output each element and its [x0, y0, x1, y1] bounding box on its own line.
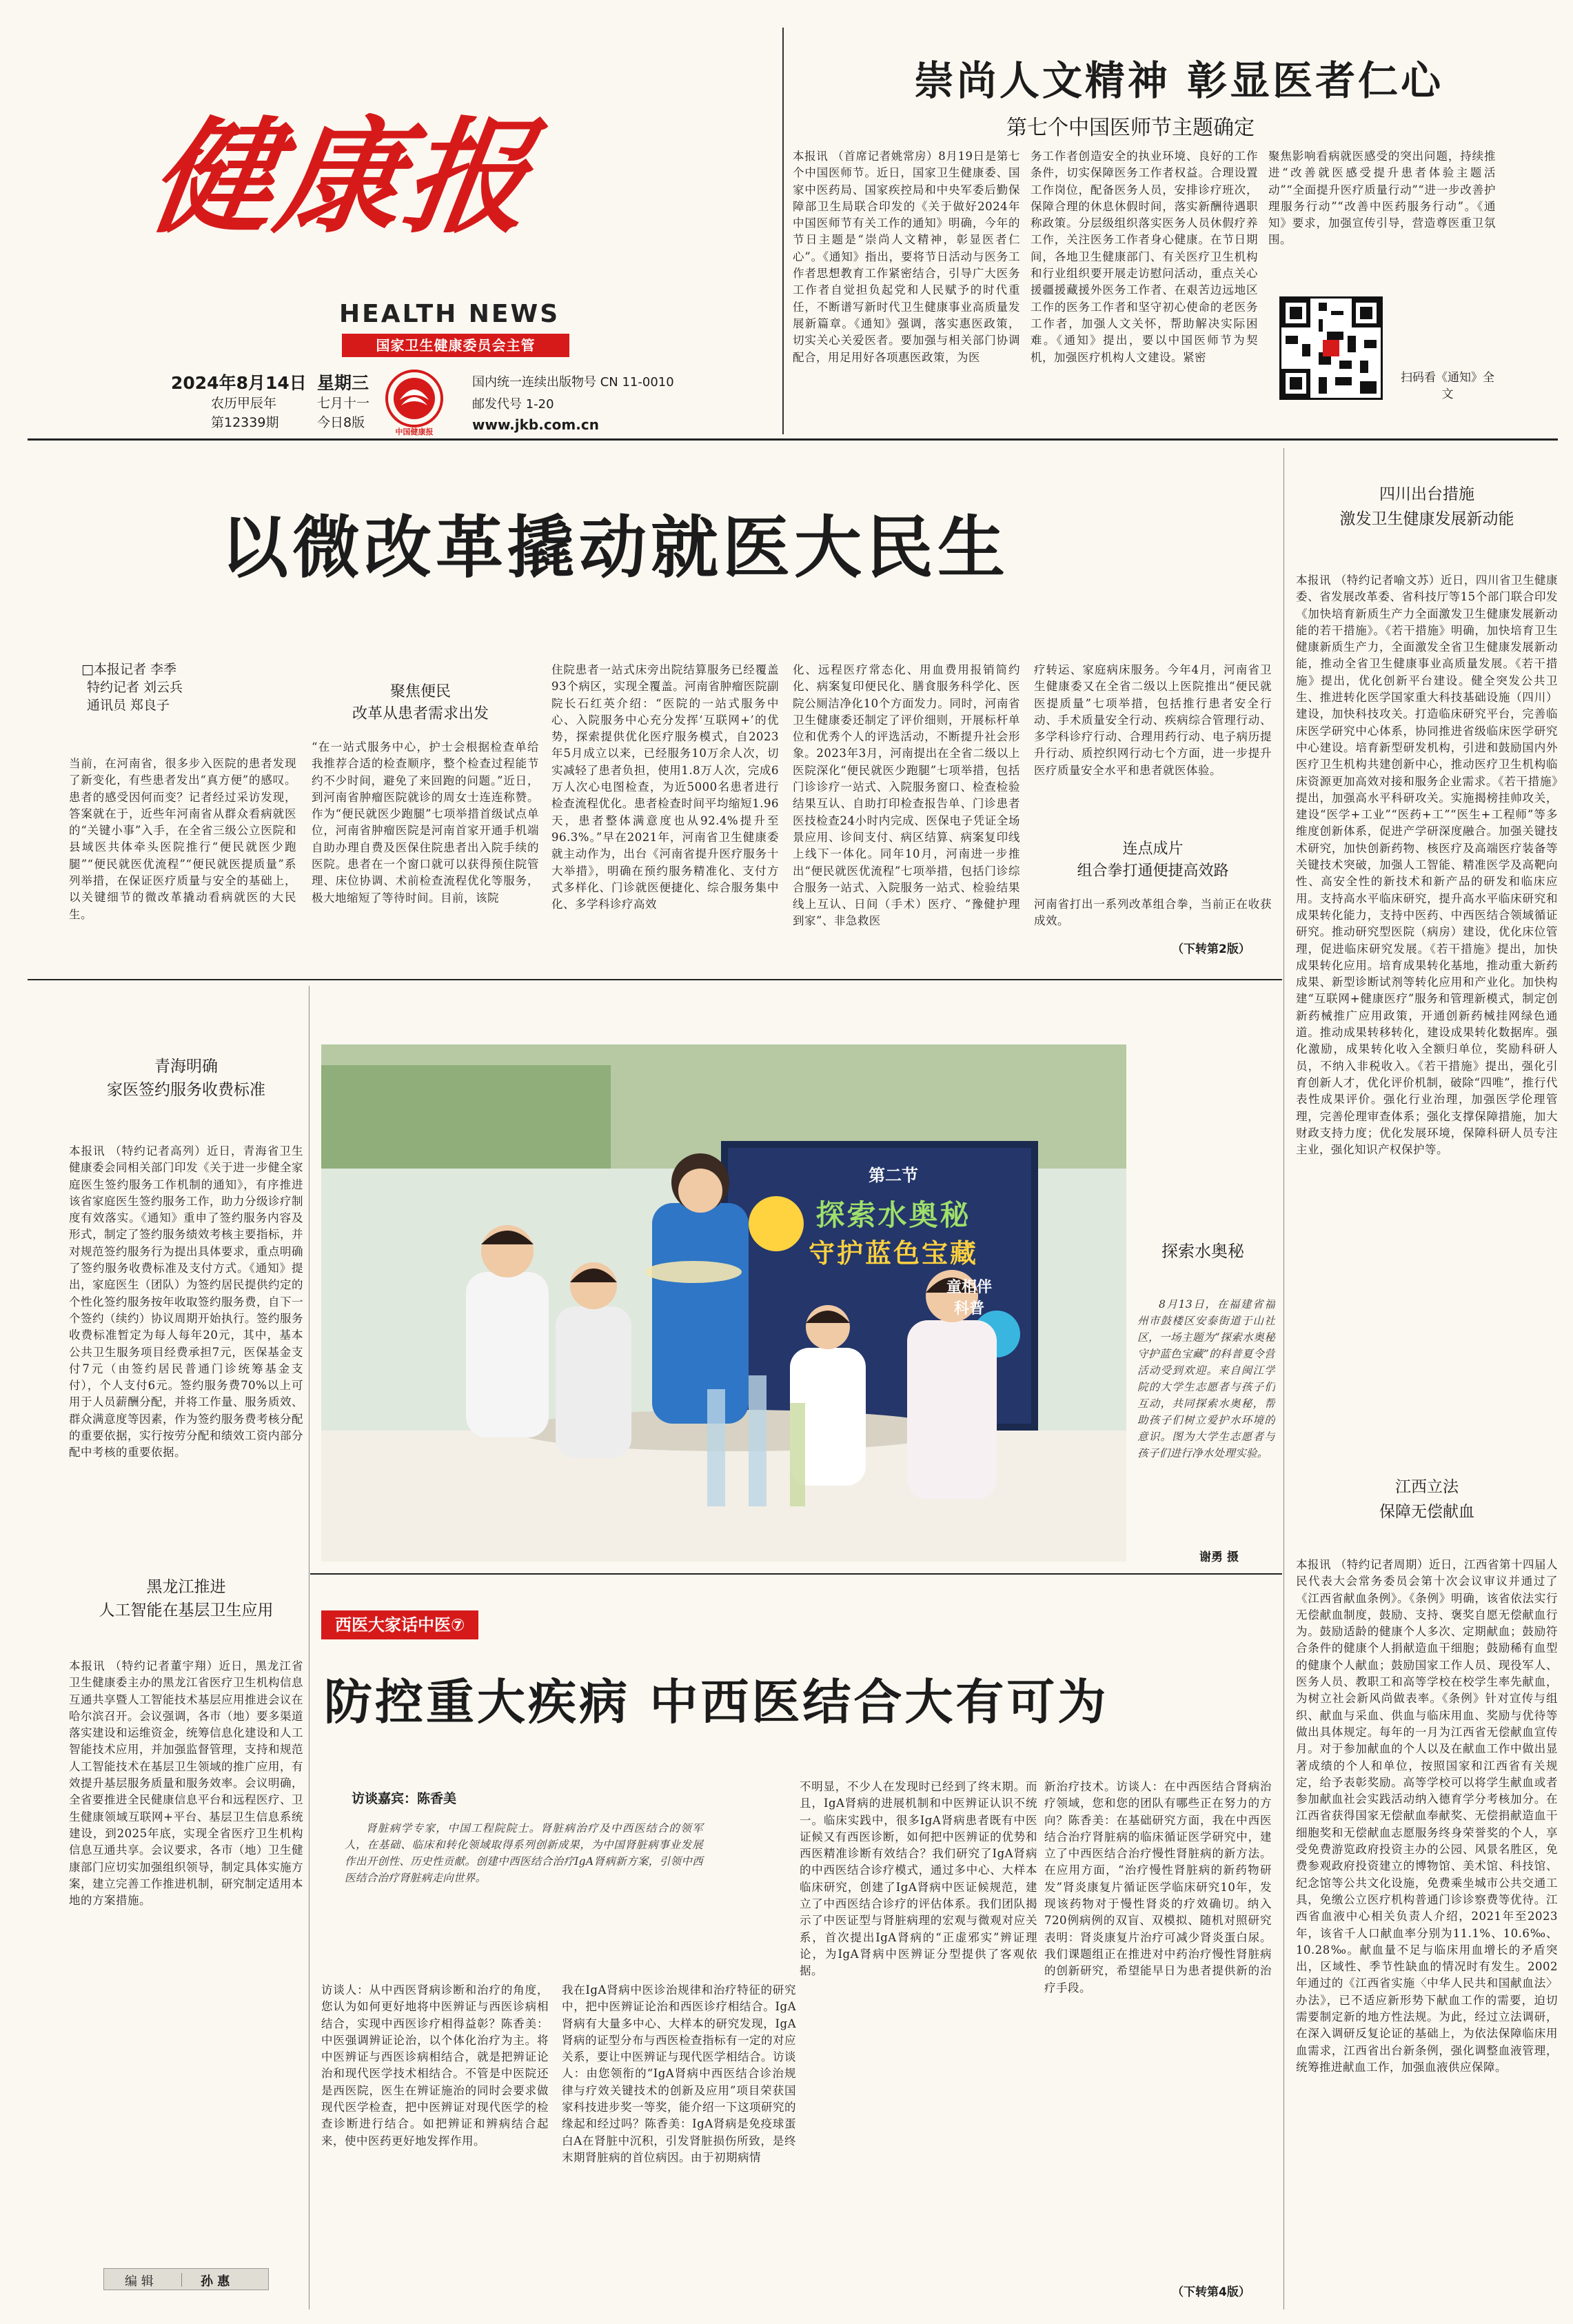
board-line-2: 探索水奥秘 — [815, 1198, 971, 1232]
qr-caption: 扫码看《通知》全文 — [1401, 371, 1494, 401]
lead-subtitle: 第七个中国医师节主题确定 — [1006, 116, 1255, 140]
main-reporter-2: 特约记者 刘云兵 — [87, 680, 183, 695]
tcm-continued[interactable]: （下转第4版） — [1172, 2285, 1250, 2299]
main-subhead-2b: 组合拳打通便捷高效路 — [1077, 862, 1229, 880]
qr-code[interactable] — [1279, 296, 1383, 400]
masthead-title: 健康报 — [141, 105, 542, 250]
masthead-weekday: 星期三 — [317, 373, 369, 393]
lead-title: 崇尚人文精神 彰显医者仁心 — [913, 57, 1444, 104]
main-col-5-end: 河南省打出一系列改革组合拳，当前正在收获成效。 — [1034, 898, 1272, 928]
sichuan-title-2: 激发卫生健康发展新动能 — [1339, 510, 1514, 528]
masthead-post-code: 邮发代号 1-20 — [472, 397, 554, 412]
tcm-headline: 防控重大疾病 中西医结合大有可为 — [324, 1674, 1109, 1730]
jiangxi-article — [1296, 1475, 1558, 2303]
board-line-5: 科普 — [953, 1300, 984, 1317]
lead-col-1: 本报讯 （首席记者姚常房）8月19日是第七个中国医师节。近日，国家卫生健康委、国家中医药局、国家疾控局和中央军委后勤保障部卫生局联合印发的《关于做好2024年中国医师节有关工作的通知》明确，今年的节日主题是“崇尚人文精神，彰显医者仁心”。《通知》指出，要将节日活动与医务工作者思想教育工作紧密结合，引导广大医务工作者自觉担负起党和人民赋予的时代重任，不断谱写新时代卫生健康事业高质量发展新篇章。《通知》强调，落实惠医政策，切实关心关爱医者。要加强与相关部门协调配合，用足用好各项惠医政策，为医 — [793, 150, 1020, 364]
heilongjiang-article — [69, 1575, 303, 2306]
main-reporter-1: □本报记者 李季 — [81, 662, 176, 677]
editor-label: 编 辑 — [125, 2274, 154, 2289]
qinghai-title-1: 青海明确 — [154, 1058, 218, 1075]
main-col-3: 住院患者一站式床旁出院结算服务已经覆盖93个病区，实现全覆盖。河南省肿瘤医院副院长石红英介绍：“医院的一站式服务中心、入院服务中心充分发挥‘互联网+’的优势，探索提供优化医疗服务模式，自2023年5月成立以来，已经服务10万余人次，切实减轻了患者负担，使用1.8万人次，完成6万人次心电图检查，为近5000名患者进行检查流程优化。患者检查时间平均缩短1.96天，患者整体满意度也从92.4%提升至96.3%。”早在2021年，河南省卫生健康委就主动作为，出台《河南省提升医疗服务十大举措》，明确在预约服务精准化、支付方式多样化、门诊就医便捷化、综合服务集中化、多学科诊疗高效 — [551, 663, 779, 911]
qinghai-article — [69, 1055, 303, 1551]
tcm-col-3: 不明显，不少人在发现时已经到了终末期。而且，IgA肾病的进展机制和中医辨证认识不统一。临床实践中，很多IgA肾病患者既有中医证候又有西医诊断，如何把中医辨证的优势和西医精准诊断有效结合？我们研究了IgA肾病的中西医结合诊疗模式，通过多中心、大样本临床研究，创建了IgA肾病中医证候规范，建立了中西医结合诊疗的评估体系。我们团队揭示了中医证型与肾脏病理的宏观与微观对应关系，首次提出IgA肾病的“正虚邪实”辨证理论，为IgA肾病中医辨证分型提供了客观依据。 — [800, 1780, 1037, 1978]
masthead-cn-number: 国内统一连续出版物号 CN 11-0010 — [472, 375, 674, 390]
newspaper-logo — [379, 365, 449, 436]
masthead-url[interactable]: www.jkb.com.cn — [472, 416, 599, 433]
lead-story — [793, 21, 1558, 434]
main-headline: 以微改革撬动就医大民生 — [221, 509, 1010, 587]
heilongjiang-title-2: 人工智能在基层卫生应用 — [99, 1601, 274, 1619]
photo-caption: 8月13日，在福建省福州市鼓楼区安泰街道于山社区，一场主题为“探索水奥秘 守护蓝色宝藏”的科普夏令营活动受到欢迎。来自闽江学院的大学生志愿者与孩子们互动，共同探索水奥秘，帮助孩子们树立爱护水环境的意识。图为大学生志愿者与孩子们进行净水处理实验。 — [1137, 1298, 1275, 1459]
masthead-english: HEALTH NEWS — [339, 300, 560, 328]
main-col-2: “在一站式服务中心，护士会根据检查单给我推荐合适的检查顺序，整个检查过程能节约不少时间，避免了来回跑的问题。”近日，到河南省肿瘤医院就诊的周女士连连称赞。作为“便民就医少跑腿”七项举措首级试点单位，河南省肿瘤医院是河南首家开通手机端自助办理自费及医保住院患者出入院手续的医院。患者在一个窗口就可以获得预住院管理、床位协调、术前检查流程优化等服务，极大地缩短了等待时间。目前，该院 — [312, 740, 539, 905]
masthead-date: 2024年8月14日 — [171, 373, 307, 393]
editor-name: 孙 惠 — [201, 2274, 230, 2289]
photo-credit: 谢勇 摄 — [1199, 1550, 1239, 1564]
main-subhead-2a: 连点成片 — [1122, 840, 1184, 858]
jiangxi-title-1: 江西立法 — [1395, 1478, 1459, 1496]
tcm-series-tag: 西医大家话中医⑦ — [321, 1610, 478, 1639]
main-continued[interactable]: （下转第2版） — [1172, 942, 1250, 956]
tcm-guest: 访谈嘉宾：陈香美 — [352, 1791, 457, 1806]
masthead-pages: 今日8版 — [317, 415, 365, 430]
heilongjiang-title-1: 黑龙江推进 — [146, 1578, 226, 1596]
masthead-issue: 第12339期 — [211, 415, 279, 430]
heilongjiang-body: 本报讯 （特约记者董宇翔）近日，黑龙江省卫生健康委主办的黑龙江省医疗卫生机构信息互通共享暨人工智能技术基层应用推进会议在哈尔滨召开。会议强调，各市（地）要多渠道落实建设和运维资金，统筹信息化建设和人工智能技术应用，并加强监督管理，支持和规范人工智能技术在基层卫生领域的推广应用，有效提升基层服务质量和服务效率。会议明确，全省要推进全民健康信息平台和远程医疗、卫生健康领域互联网+平台、基层卫生信息系统建设，到2025年底，实现全省医疗卫生机构信息互通共享。会议要求，各市（地）卫生健康部门应切实加强组织领导，制定具体实施方案，建立完善工作推进机制，研究制定适用本地的方案措施。 — [69, 1659, 303, 1908]
qinghai-title-2: 家医签约服务收费标准 — [107, 1081, 265, 1099]
board-line-3: 守护蓝色宝藏 — [808, 1238, 978, 1269]
board-line-4: 童相伴 — [946, 1279, 992, 1296]
lead-col-3: 聚焦影响看病就医感受的突出问题，持续推进“改善就医感受提升患者体验主题活动”“全面提升医疗质量行动”“进一步改善护理服务行动”“改善中医药服务行动”。《通知》要求，加强宣传引导，营造尊医重卫氛围。 — [1268, 150, 1496, 247]
tcm-col-2: 我在IgA肾病中医诊治规律和治疗特征的研究中，把中医辨证论治和西医诊疗相结合。IgA肾病有大量多中心、大样本的研究发现，IgA肾病的证型分布与西医检查指标有一定的对应关系，要让中医辨证与现代医学相结合。访谈人：由您领衔的“IgA肾病中西医结合诊治规律与疗效关键技术的创新及应用”项目荣获国家科技进步奖一等奖，能介绍一下这项研究的缘起和经过吗？陈香美：IgA肾病是免疫球蛋白A在肾脏中沉积，引发肾脏损伤所致，是终末期肾脏病的首位病因。由于初期病情 — [562, 1983, 796, 2164]
tcm-col-4: 新治疗技术。访谈人：在中西医结合肾病治疗领域，您和您的团队有哪些正在努力的方向？陈香美：在基础研究方面，我在中西医结合治疗肾脏病的临床循证医学研究中，建立了中西医结合治疗慢性肾脏病的新方法。在应用方面，“治疗慢性肾脏病的新药物研发”肾炎康复片循证医学临床研究10年，发现该药物对于慢性肾炎的疗效确切。纳入720例病例的双盲、双模拟、随机对照研究表明：肾炎康复片治疗可减少肾炎蛋白尿。我们课题组正在推进对中药治疗慢性肾脏病的创新研究，希望能早日为患者提供新的治疗手段。 — [1044, 1780, 1272, 1994]
lead-col-2: 务工作者创造安全的执业环境、良好的工作条件，切实保障医务工作者权益。合理设置工作岗位，配备医务人员，安排诊疗班次，保障合理的休息休假时间，落实新酬待遇职称政策。分层级组织落实医务人员休假疗养工作，关注医务工作者身心健康。在节日期间，各地卫生健康部门、有关医疗卫生机构和行业组织要开展走访慰问活动，重点关心援疆援藏援外医务工作者、在艰苦边远地区工作的医务工作者和坚守初心使命的老医务工作者，加强人文关怀，帮助解决实际困难。《通知》提出，要以中国医师节为契机，加强医疗机构人文建设。紧密 — [1031, 150, 1258, 364]
main-col-5: 疗转运、家庭病床服务。今年4月，河南省卫生健康委又在全省二级以上医院推出“便民就医提质量”七项举措，包括推行患者安全行动、手术质量安全行动、疾病综合管理行动、多学科诊疗行动、合理用药行动、电子病历提升行动、质控织网行动七个方面，进一步提升医疗质量安全水平和患者就医体验。 — [1034, 663, 1272, 777]
masthead-lunar-day: 七月十一 — [317, 396, 370, 411]
tcm-col-1: 访谈人：从中西医肾病诊断和治疗的角度，您认为如何更好地将中医辨证与西医诊病相结合，实现中西医诊疗相得益彰？陈香美：中医强调辨证论治，以个体化治疗为主。将中医辨证与西医诊病相结合，就是把辨证论治和现代医学技术相结合。不管是中医院还是西医院，医生在辨证施治的同时会要求做现代医学检查，把中医辨证对现代医学的检查诊断进行结合。如把辨证和辨病结合起来，使中医药更好地发挥作用。 — [321, 1983, 549, 2148]
news-photo — [321, 1044, 1126, 1562]
main-subhead-1b: 改革从患者需求出发 — [352, 705, 489, 723]
editor-box — [103, 2268, 269, 2290]
board-line-1: 第二节 — [869, 1166, 918, 1185]
main-subhead-1a: 聚焦便民 — [389, 683, 451, 700]
jiangxi-body: 本报讯 （特约记者周期）近日，江西省第十四届人民代表大会常务委员会第十次会议审议并通过了《江西省献血条例》。《条例》明确，该省依法实行无偿献血制度，鼓励、支持、褒奖自愿无偿献血行为。鼓励适龄的健康个人多次、定期献血；鼓励符合条件的健康个人捐献造血干细胞；鼓励稀有血型的健康个人献血；鼓励国家工作人员、现役军人、医务人员、教职工和高等学校在校学生率先献血，为树立社会新风尚做表率。《条例》针对宣传与组织、献血与采血、供血与临床用血、奖励与优待等做出具体规定。每年的一月为江西省无偿献血宣传月。对于参加献血的个人以及在献血工作中做出显著成绩的个人和单位，按照国家和江西省有关规定，给予表彰奖励。高等学校可以将学生献血或者参加献血社会实践活动纳入德育学分考核加分。在江西省获得国家无偿献血奉献奖、无偿捐献造血干细胞奖和无偿献血志愿服务终身荣誉奖的个人，享受免费游览政府投资主办的公园、风景名胜区，免费参观政府投资建立的博物馆、美术馆、科技馆、纪念馆等公共文化设施，免费乘坐城市公共交通工具，免缴公立医疗机构普通门诊诊察费等优待。江西省血液中心相关负责人介绍，2021年至2023年，该省千人口献血率分别为11.1%、10.6‰、10.28‰。献血量不足与临床用血增长的矛盾突出，区域性、季节性缺血的情况时有发生。2002年通过的《江西省实施〈中华人民共和国献血法〉办法》，已不适应新形势下献血工作的需要，迫切需要制定新的地方性法规。为此，经过立法调研，在深入调研反复论证的基础上，为依法保障临床用血需求，江西省出台新条例，强化调整血液管理，统筹推进献血工作，加强血液供应保障。 — [1296, 1558, 1558, 2074]
photo-caption-title: 探索水奥秘 — [1161, 1242, 1244, 1261]
masthead-lunar-year: 农历甲辰年 — [211, 396, 277, 411]
main-intro: 当前，在河南省，很多步入医院的患者发现了新变化，有些患者发出“真方便”的感叹。患者的感受因何而变？记者经过采访发现，答案就在于，近些年河南省从群众看病就医的“关键小事”入手，在全省三级公立医院和县域医共体牵头医院推行“便民就医少跑腿”“便民就医优流程”“便民就医提质量”系列举措，在保证医疗质量与安全的基础上，以关键细节的微改革撬动看病就医的大民生。 — [69, 757, 296, 921]
masthead-sponsor: 国家卫生健康委员会主管 — [342, 334, 569, 357]
sichuan-title-1: 四川出台措施 — [1379, 485, 1474, 503]
jiangxi-title-2: 保障无偿献血 — [1379, 1503, 1474, 1521]
tcm-guest-intro: 肾脏病学专家，中国工程院院士。肾脏病治疗及中西医结合的领军人，在基础、临床和转化领域取得系列创新成果，为中国肾脏病事业发展作出开创性、历史性贡献。创建中西医结合治疗IgA肾病新方案，引领中西医结合治疗肾脏病走向世界。 — [345, 1822, 703, 1884]
masthead — [28, 21, 820, 434]
sichuan-body: 本报讯 （特约记者喻文苏）近日，四川省卫生健康委、省发展改革委、省科技厅等15个部门联合印发《加快培育新质生产力全面激发卫生健康发展新动能的若干措施》。《若干措施》明确，加快培育卫生健康新质生产力，全面激发全省卫生健康发展新动能，推动全省卫生健康事业高质量发展。《若干措施》提出，优化创新平台建设。健全突发公共卫生、推进转化医学国家重大科技基础设施（四川）建设，加快科技攻关。打造临床研究平台，完善临床医学研究中心体系，协同推进省级临床医学研究中心建设。培育新型研发机构，引进和鼓励国内外医疗卫生机构共建创新中心，推动医疗卫生机构临床资源更加高效对接和服务企业需求。《若干措施》提出，加强高水平科研攻关。实施揭榜挂帅攻关，建设“医学+工业”“医药+工”“医生+工程师”等多维度创新体系，促进产学研深度融合。加强关键技术研究，加快创新药物、核医疗及高端医疗装备等关键技术突破，加强人工智能、精准医学及高靶向性、高安全性的新技术和新产品的研发和临床应用。支持高水平临床研究，提升高水平临床研究和成果转化能力，支持中医药、中西医结合领域循证研究。推动研究型医院（病房）建设，优化床位管理，促进临床研究发展。《若干措施》提出，加快成果转化应用。培育成果转化基地，推动重大新药成果、新型诊断试剂等转化应用和产业化。加快构建“互联网+健康医疗”服务和管理新模式，制定创新药械推广应用政策，开通创新药械挂网绿色通道。推动成果转移转化，建设成果转化数据库。强化激励，成果转化收入全额归单位，奖励科研人员，不纳入非税收入。《若干措施》提出，强化引育创新人才，优化评价机制，破除“四唯”，推行代表性成果评价。强化行业治理，加强医学伦理管理，完善伦理审查体系；强化支撑保障措施，加大财政支持力度；优化发展环境，保障科研人员专注主业，强化知识产权保护等。 — [1296, 574, 1558, 1157]
main-col-4: 化、远程医疗常态化、用血费用报销简约化、病案复印便民化、膳食服务科学化、医院公厕洁净化10个方面发力。同时，河南省卫生健康委还制定了评价细则，开展标杆单位和优秀个人的评选活动，不断提升社会形象。2023年3月，河南提出在全省二级以上医院深化“便民就医少跑腿”七项举措，包括门诊诊疗一站式、入院服务窗口、检查检验结果互认、自助打印检查报告单、门诊患者医技检查24小时内完成、医保电子凭证全场景应用、诊间支付、病区结算、病案复印线上线下一体化。同年10月，河南进一步推出“便民就医优流程”七项举措，包括门诊综合服务一站式、入院服务一站式、检验结果线上互认、日间（手术）医疗、“豫健护理到家”、非急救医 — [793, 663, 1020, 928]
sichuan-article — [1296, 483, 1558, 1565]
main-reporter-3: 通讯员 郑良子 — [87, 698, 170, 713]
logo-caption: 中国健康报 — [395, 427, 434, 436]
qinghai-body: 本报讯 （特约记者高列）近日，青海省卫生健康委会同相关部门印发《关于进一步健全家庭医生签约服务工作机制的通知》，有序推进该省家庭医生签约服务工作，助力分级诊疗制度有效落实。《通知》重申了签约服务内容及形式，制定了签约服务绩效考核主要指标，并对规范签约服务行为提出具体要求，重点明确了签约服务收费标准及支付方式。《通知》提出，家庭医生（团队）为签约居民提供约定的个性化签约服务按年收取签约服务费，自下一个签约（续约）协议周期开始执行。签约服务收费标准暂定为每人每年20元，其中，基本公共卫生服务项目经费承担7元，医保基金支付7元（由签约居民普通门诊统筹基金支付），个人支付6元。签约服务费70%以上可用于人员薪酬分配，并将工作量、服务质效、群众满意度等因素，作为签约服务费考核分配的重要依据，实行按劳分配和绩效工资内部分配中考核的重要依据。 — [69, 1144, 303, 1459]
